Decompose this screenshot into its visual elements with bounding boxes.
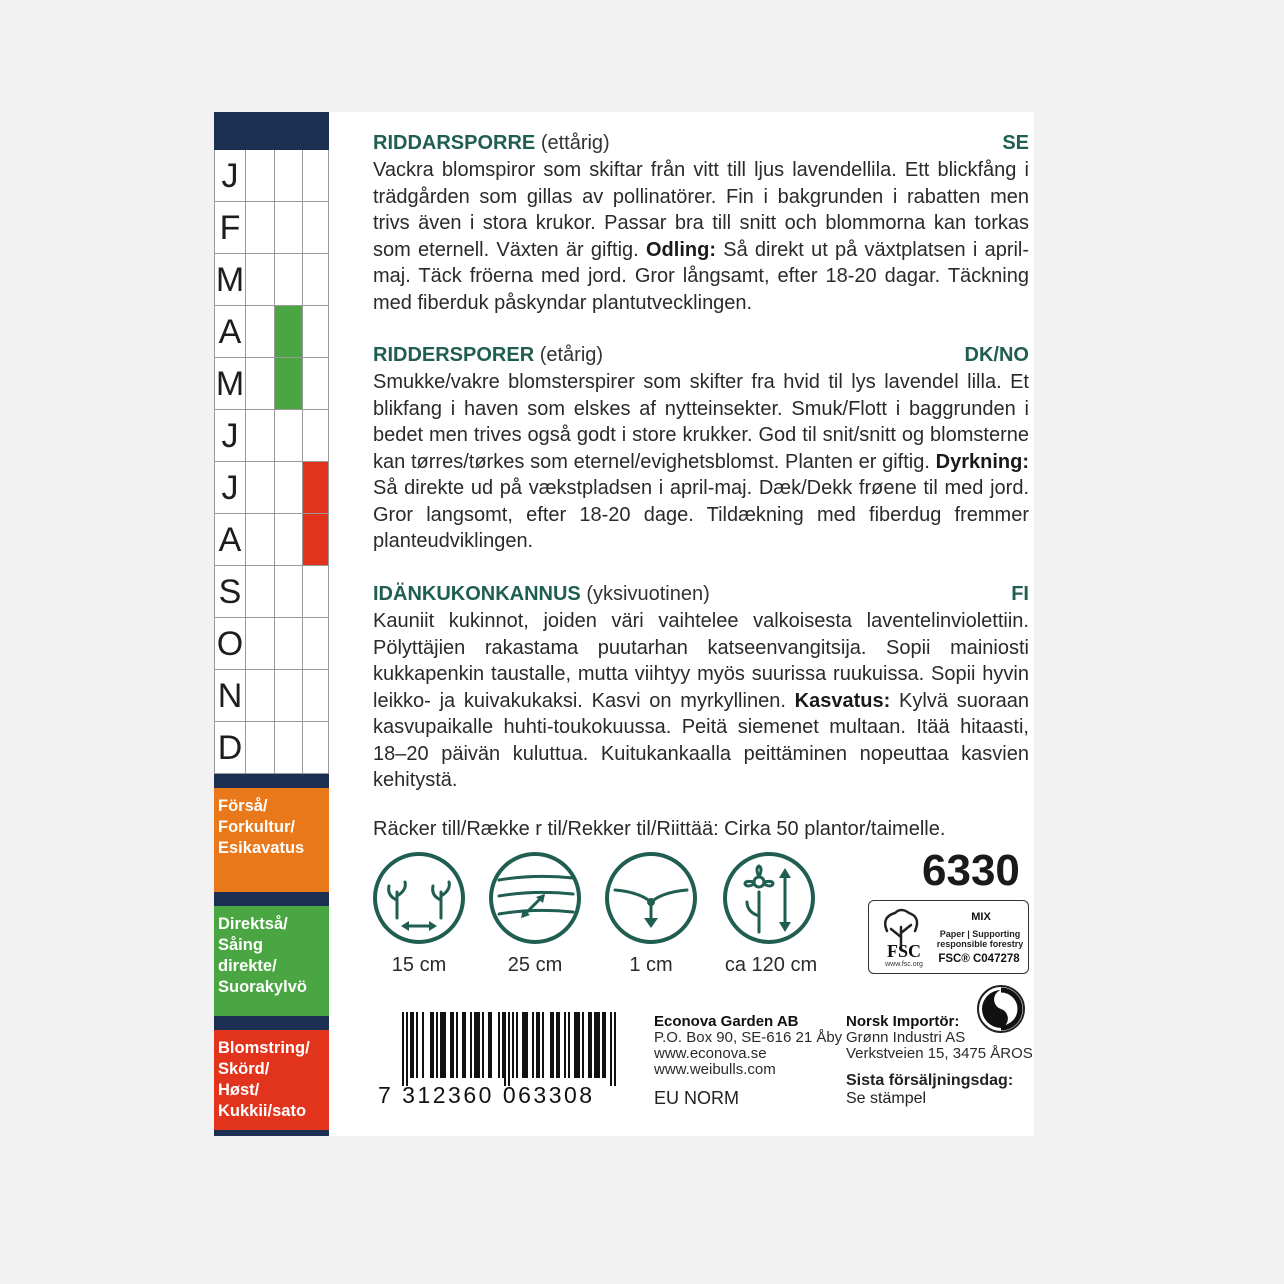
calendar-cell: [275, 566, 303, 618]
calendar-cell: [303, 722, 329, 774]
sowing-calendar: [214, 112, 329, 1136]
calendar-cell: [303, 254, 329, 306]
body-text: Kylvä suoraan kasvupaikalle huhti-toukokuussa. Peitä siemenet multaan. Itää hitaasti, 18–20 päivän kuluttua. Kuitukankaalla peittäminen nopeuttaa kasvien kehitystä.: [373, 689, 1029, 791]
body-text: Så direkt ut på växtplatsen i april-maj. Täck fröerna med jord. Gror långsamt, efter 18-20 dagar. Täckning med fiberduk påskyndar plantutvecklingen.: [373, 238, 1030, 314]
legend-bloom: [214, 1030, 329, 1130]
calendar-cell: [303, 150, 329, 202]
section-body: [373, 369, 1029, 555]
language-code: DK/NO: [964, 344, 1029, 366]
company-website: www.weibulls.com: [654, 1061, 776, 1078]
barcode-bar: [410, 1012, 414, 1078]
legend-divider: [214, 892, 329, 906]
barcode-bar: [542, 1012, 544, 1078]
section-fi: [373, 581, 1029, 794]
plant-height-icon: [723, 852, 815, 944]
barcode-bar: [516, 1012, 518, 1078]
fsc-brand: FSC: [886, 941, 921, 961]
legend-direct-line: Direktså/: [218, 915, 288, 933]
calendar-month-row: [214, 410, 329, 462]
body-bold-label: Kasvatus:: [794, 689, 891, 712]
calendar-cell: [246, 722, 275, 774]
sale-date-value: Se stämpel: [846, 1090, 927, 1107]
barcode-guard-bar: [610, 1012, 612, 1086]
plant-spacing-label: 15 cm: [391, 954, 447, 976]
calendar-cell-bloom: [303, 462, 329, 514]
fsc-claim: [935, 929, 1025, 949]
plant-height-label: ca 120 cm: [724, 954, 818, 976]
barcode-bar: [474, 1012, 480, 1078]
barcode-bar: [556, 1012, 560, 1078]
calendar-month-letter: M: [215, 260, 245, 299]
calendar-month-row: [214, 462, 329, 514]
calendar-cell: [303, 566, 329, 618]
fsc-mix: MIX: [971, 911, 991, 923]
barcode-bar: [462, 1012, 466, 1078]
barcode-bar: [470, 1012, 472, 1078]
calendar-cell-bloom: [303, 514, 329, 566]
company-name: Econova Garden AB: [654, 1013, 799, 1030]
barcode-guard-bar: [406, 1012, 408, 1086]
barcode-bar: [574, 1012, 580, 1078]
barcode-bar: [550, 1012, 554, 1078]
sowing-depth-label: 1 cm: [629, 954, 673, 976]
calendar-month-letter: N: [217, 676, 243, 715]
barcode-bars: [378, 1012, 634, 1086]
yield-text: Räcker till/Række r til/Rekker til/Riittää: Cirka 50 plantor/taimelle.: [373, 818, 946, 840]
fsc-claim-line: responsible forestry: [936, 939, 1024, 949]
calendar-month-letter: A: [218, 312, 242, 351]
legend-direct-line: Såing: [218, 936, 263, 954]
calendar-cell: [246, 358, 275, 410]
calendar-grid: [214, 150, 329, 774]
calendar-cell: [275, 462, 303, 514]
barcode-bar: [594, 1012, 600, 1078]
calendar-month-row: [214, 358, 329, 410]
company-address-line: P.O. Box 90, SE-616 21 Åby: [654, 1029, 843, 1046]
barcode-guard-bar: [508, 1012, 510, 1086]
sale-date: [846, 1072, 1013, 1108]
calendar-month-letter: O: [216, 624, 244, 663]
importer-title: Norsk Importör:: [846, 1013, 960, 1030]
barcode-bar: [440, 1012, 446, 1078]
barcode-bar: [430, 1012, 434, 1078]
calendar-month-row: [214, 722, 329, 774]
fsc-claim-line: Paper | Supporting: [939, 929, 1021, 939]
calendar-cell: [246, 202, 275, 254]
company-address: [654, 1014, 842, 1078]
calendar-cell: [275, 150, 303, 202]
language-code: FI: [1011, 583, 1029, 605]
barcode-guard-bar: [402, 1012, 404, 1086]
barcode-digits: 7 312360 063308: [378, 1082, 595, 1108]
fsc-label: [868, 900, 1029, 974]
calendar-cell: [275, 670, 303, 722]
barcode-guard-bar: [614, 1012, 616, 1086]
calendar-cell: [246, 254, 275, 306]
section-heading: [373, 130, 1029, 157]
body-bold-label: Odling:: [646, 238, 716, 261]
section-body: [373, 157, 1029, 316]
legend-bloom-line: Blomstring/: [218, 1039, 310, 1057]
legend-bloom-line: Kukkii/sato: [218, 1102, 307, 1120]
barcode-bar: [532, 1012, 534, 1078]
plant-spacing-icon: [373, 852, 465, 944]
calendar-cell: [303, 618, 329, 670]
calendar-month-letter: S: [218, 572, 242, 611]
calendar-month-row: [214, 566, 329, 618]
calendar-cell: [275, 410, 303, 462]
section-dk-no: [373, 342, 1029, 555]
language-code: SE: [1002, 132, 1029, 154]
calendar-cell: [303, 202, 329, 254]
calendar-month-letter: F: [219, 208, 241, 247]
calendar-month-row: [214, 254, 329, 306]
calendar-month-letter: J: [221, 468, 239, 507]
fsc-site: www.fsc.org: [885, 961, 923, 968]
calendar-month-letter: J: [221, 416, 239, 455]
legend-direct-sow: [214, 906, 329, 1016]
barcode-bar: [582, 1012, 584, 1078]
calendar-month-row: [214, 670, 329, 722]
barcode-bar: [588, 1012, 592, 1078]
sowing-depth-icon: [605, 852, 697, 944]
body-text: Vackra blomspiror som skiftar från vitt till ljus lavendellila. Ett blickfång i trädgården som gillas av pollinatörer. Fin i bakgrunden i rabatten men trivs även i stora krukor. Passar bra till snitt och blommorna kan torkas som eternell. Växten är giftig.: [373, 159, 1029, 261]
calendar-cell: [275, 202, 303, 254]
calendar-cell: [275, 722, 303, 774]
section-subtitle: (ettårig): [540, 132, 610, 154]
section-se: [373, 130, 1029, 316]
calendar-month-letter: D: [217, 728, 243, 767]
barcode-bar: [436, 1012, 438, 1078]
calendar-divider-bar: [214, 774, 329, 788]
calendar-cell: [303, 410, 329, 462]
calendar-cell: [303, 670, 329, 722]
body-text: Smukke/vakre blomsterspirer som skifter fra hvid til lys lavendel lilla. Et blikfang i haven som elskes af nytteinsekter. Smuk/Flott i baggrunden i bedet men trives også godt i store krukker. God til snit/snitt og blomsterne kan tørres/tørkes som eternel/evighetsblomst. Planten er giftig.: [373, 371, 1029, 473]
legend-direct-line: direkte/: [218, 957, 277, 975]
barcode-bar: [416, 1012, 418, 1078]
barcode-bar: [450, 1012, 454, 1078]
barcode-bar: [602, 1012, 606, 1078]
importer-name: Grønn Industri AS: [846, 1029, 966, 1046]
barcode-bar: [536, 1012, 540, 1078]
row-spacing-label: 25 cm: [507, 954, 563, 976]
body-bold-label: Dyrkning:: [935, 450, 1029, 473]
section-subtitle: (yksivuotinen): [586, 583, 710, 605]
calendar-month-row: [214, 306, 329, 358]
section-title: IDÄNKUKONKANNUS: [373, 583, 581, 605]
calendar-cell: [246, 306, 275, 358]
fsc-code: FSC® C047278: [938, 953, 1020, 965]
section-title: RIDDARSPORRE: [373, 132, 536, 154]
barcode-guard-bar: [504, 1012, 506, 1086]
sale-date-title: Sista försäljningsdag:: [846, 1072, 1014, 1089]
legend-presow-line: Forkultur/: [218, 818, 295, 836]
calendar-month-letter: A: [218, 520, 242, 559]
eu-norm: EU NORM: [654, 1088, 739, 1108]
company-website: www.econova.se: [654, 1045, 767, 1062]
calendar-month-letter: M: [215, 364, 245, 403]
calendar-month-row: [214, 150, 329, 202]
barcode-bar: [564, 1012, 566, 1078]
calendar-cell: [246, 670, 275, 722]
barcode-bar: [522, 1012, 528, 1078]
calendar-cell: [246, 150, 275, 202]
section-heading: [373, 581, 1029, 608]
calendar-header-bar: [214, 112, 329, 150]
calendar-cell: [303, 306, 329, 358]
calendar-cell: [246, 514, 275, 566]
legend-presow-line: Esikavatus: [218, 839, 305, 857]
section-heading: [373, 342, 1029, 369]
green-dot-recycling-icon: [976, 984, 1026, 1034]
calendar-cell: [303, 358, 329, 410]
importer-address-line: Verkstveien 15, 3475 ÅROS: [846, 1045, 1033, 1062]
barcode-bar: [488, 1012, 492, 1078]
calendar-month-row: [214, 618, 329, 670]
body-text: Så direkte ud på vækstpladsen i april-maj. Dæk/Dekk frøene til med jord. Gror langsomt, efter 18-20 dage. Tildækning med fiberdug fremmer planteudviklingen.: [373, 477, 1029, 552]
calendar-cell-direct-sow: [275, 306, 303, 358]
barcode-bar: [568, 1012, 570, 1078]
barcode-bar: [422, 1012, 424, 1078]
barcode-bar: [482, 1012, 484, 1078]
barcode-bar: [498, 1012, 500, 1078]
legend-bloom-line: Skörd/: [218, 1060, 270, 1078]
calendar-cell: [275, 514, 303, 566]
barcode: [378, 1012, 634, 1108]
row-spacing-icon: [489, 852, 581, 944]
legend-bloom-line: Høst/: [218, 1081, 260, 1099]
calendar-cell: [246, 618, 275, 670]
calendar-month-letter: J: [221, 156, 239, 195]
barcode-bar: [456, 1012, 458, 1078]
body-text: Kauniit kukinnot, joiden väri vaihtelee valkoisesta laventelinviolettiin. Pölyttäjien rakastama puutarhan katseenvangitsija. Sopii mainiosti kukkapenkin taustalle, mutta viihtyy myös suurissa ruukuissa. Sopii hyvin leikko- ja kuivakukaksi. Kasvi on myrkyllinen.: [373, 610, 1029, 712]
legend-bottom-bar: [214, 1130, 329, 1136]
calendar-cell: [246, 410, 275, 462]
section-body: [373, 608, 1029, 794]
calendar-month-row: [214, 514, 329, 566]
legend-presow-line: Förså/: [218, 797, 268, 815]
section-title: RIDDERSPORER: [373, 344, 535, 366]
legend-divider: [214, 1016, 329, 1030]
article-number: 6330: [922, 846, 1020, 895]
calendar-month-row: [214, 202, 329, 254]
legend-presow: [214, 788, 329, 892]
barcode-bar: [512, 1012, 514, 1078]
section-subtitle: (etårig): [539, 344, 604, 366]
legend-direct-line: Suorakylvö: [218, 978, 307, 996]
calendar-cell-direct-sow: [275, 358, 303, 410]
calendar-cell: [246, 462, 275, 514]
calendar-cell: [275, 618, 303, 670]
calendar-cell: [246, 566, 275, 618]
calendar-cell: [275, 254, 303, 306]
